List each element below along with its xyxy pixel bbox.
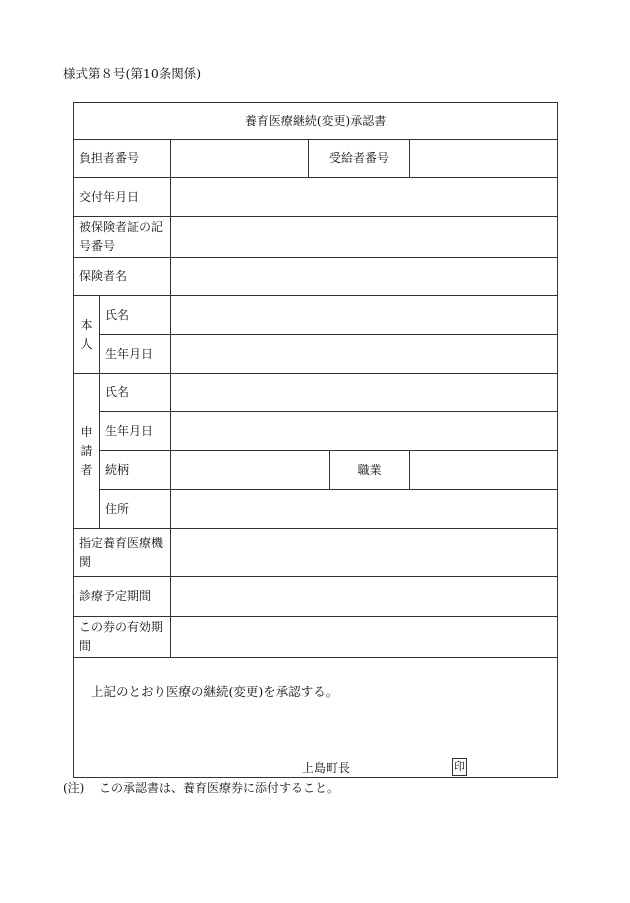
- applicant-relation-label: 続柄: [100, 451, 171, 490]
- validity-period-label: この券の有効期間: [74, 617, 171, 658]
- approval-statement: 上記のとおり医療の継続(変更)を承認する。: [91, 684, 339, 699]
- approval-section: [74, 658, 558, 778]
- form-number: 様式第８号(第10条関係): [63, 66, 202, 81]
- applicant-group-label: [74, 374, 100, 529]
- patient-birth-label: 生年月日: [100, 335, 171, 374]
- footnote: [63, 779, 339, 796]
- insurance-card-label: 被保険者証の記号番号: [74, 217, 171, 258]
- insurer-name-field[interactable]: [171, 258, 558, 296]
- approval-form-table: [73, 102, 558, 778]
- issue-date-label: 交付年月日: [74, 178, 171, 217]
- burden-number-label: 負担者番号: [74, 140, 171, 178]
- treatment-period-field[interactable]: [171, 577, 558, 617]
- patient-name-field[interactable]: [171, 296, 558, 335]
- applicant-birth-field[interactable]: [171, 412, 558, 451]
- insurer-name-label: 保険者名: [74, 258, 171, 296]
- applicant-address-label: 住所: [100, 490, 171, 529]
- mayor-signature-label: 上島町長: [302, 761, 351, 775]
- patient-group-char-2: 人: [80, 336, 93, 351]
- footnote-text: この承認書は、養育医療券に添付すること。: [99, 781, 340, 795]
- applicant-relation-field[interactable]: [171, 451, 330, 490]
- medical-institution-field[interactable]: [171, 529, 558, 577]
- applicant-group-char-1: 申: [80, 424, 93, 439]
- applicant-group-char-3: 者: [80, 462, 93, 477]
- footnote-label: (注): [63, 781, 85, 795]
- recipient-number-field[interactable]: [410, 140, 558, 178]
- issue-date-field[interactable]: [171, 178, 558, 217]
- medical-institution-label: 指定養育医療機関: [74, 529, 171, 577]
- applicant-occupation-label: 職業: [330, 451, 410, 490]
- applicant-name-field[interactable]: [171, 374, 558, 412]
- applicant-group-char-2: 請: [80, 443, 93, 458]
- treatment-period-label: 診療予定期間: [74, 577, 171, 617]
- patient-group-label: [74, 296, 100, 374]
- recipient-number-label: 受給者番号: [309, 140, 410, 178]
- patient-group-char-1: 本: [80, 317, 93, 332]
- applicant-birth-label: 生年月日: [100, 412, 171, 451]
- applicant-occupation-field[interactable]: [410, 451, 558, 490]
- form-title: 養育医療継続(変更)承認書: [74, 103, 558, 140]
- patient-name-label: 氏名: [100, 296, 171, 335]
- validity-period-field[interactable]: [171, 617, 558, 658]
- burden-number-field[interactable]: [171, 140, 309, 178]
- applicant-name-label: 氏名: [100, 374, 171, 412]
- applicant-address-field[interactable]: [171, 490, 558, 529]
- seal-stamp: 印: [452, 758, 467, 776]
- patient-birth-field[interactable]: [171, 335, 558, 374]
- insurance-card-field[interactable]: [171, 217, 558, 258]
